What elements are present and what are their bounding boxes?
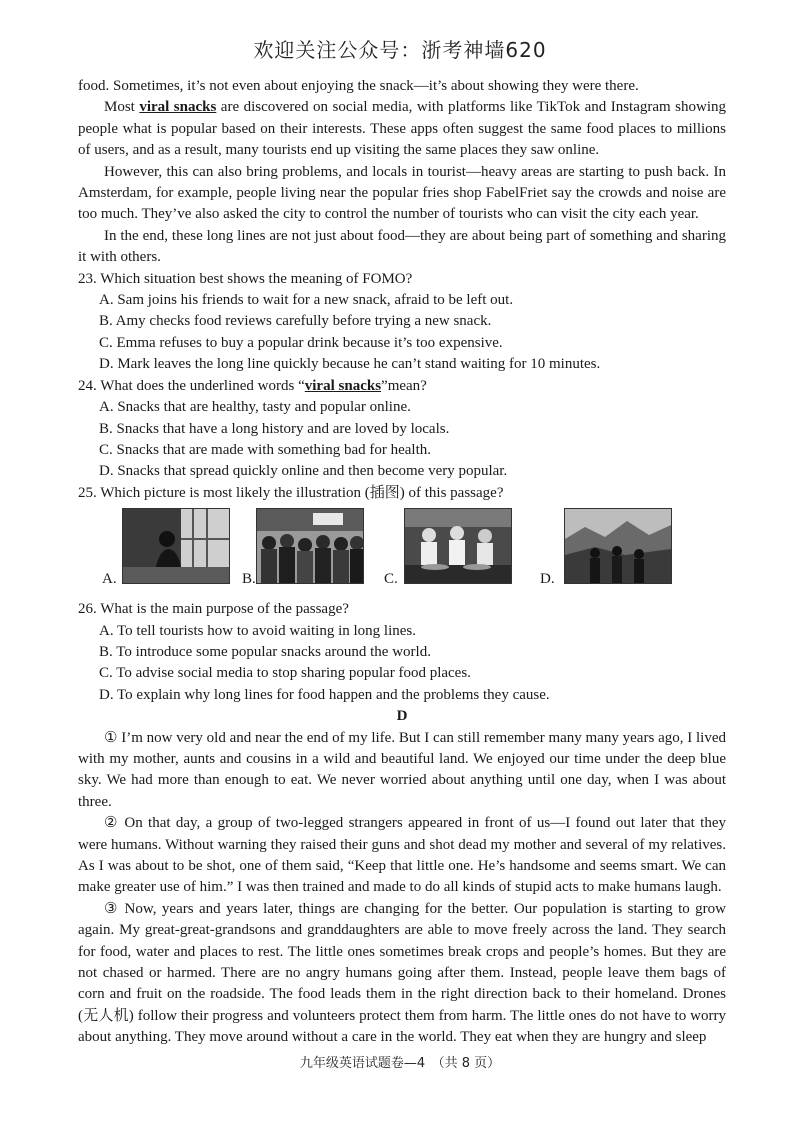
q26-option-a: A. To tell tourists how to avoid waiting in long lines. <box>99 622 416 639</box>
q23-option-c: C. Emma refuses to buy a popular drink because it’s too expensive. <box>99 334 503 351</box>
question-23: 23. Which situation best shows the meaning of FOMO? <box>78 270 413 287</box>
q24-option-d: D. Snacks that spread quickly online and then become very popular. <box>99 463 508 480</box>
text-run: 24. What does the underlined words “ <box>78 377 305 394</box>
q23-option-d: D. Mark leaves the long line quickly because he can’t stand waiting for 10 minutes. <box>99 356 601 373</box>
q26-option-b: B. To introduce some popular snacks around the world. <box>99 643 431 660</box>
picture-label-c: C. <box>384 571 398 588</box>
q24-option-b: B. Snacks that have a long history and are loved by locals. <box>99 420 450 437</box>
picture-b-crowd-line <box>256 508 364 584</box>
passage-c-paragraph: However, this can also bring problems, and locals in tourist—heavy areas are starting to push back. In Amsterdam, for example, people living near the popular fries shop FabelFriet say the crowds and noise are too much. They’ve also asked the city to control the number of tourists who can visit the city each year. <box>78 163 726 223</box>
picture-label-d: D. <box>540 571 555 588</box>
section-d-title: D <box>396 708 408 725</box>
passage-c-paragraph: In the end, these long lines are not just about food—they are about being part of something and sharing it with others. <box>78 227 726 266</box>
picture-label-a: A. <box>102 571 117 588</box>
page-footer: 九年级英语试题卷—4 （共 8 页） <box>299 1056 501 1071</box>
picture-c-kitchen <box>404 508 512 584</box>
picture-options <box>78 508 726 596</box>
text-run: are discovered on social media, with platforms like TikTok and Instagram showing people what is popular based on their interests. These apps often suggest the same food places to millions of users, and as a result, many tourists end up visiting the same places they saw online. <box>78 99 727 159</box>
picture-a-cafe-window <box>122 508 230 584</box>
q26-option-c: C. To advise social media to stop sharing popular food places. <box>99 665 471 682</box>
q24-option-a: A. Snacks that are healthy, tasty and popular online. <box>99 399 411 416</box>
q23-option-b: B. Amy checks food reviews carefully before trying a new snack. <box>99 313 492 330</box>
q24-option-c: C. Snacks that are made with something bad for health. <box>99 441 431 458</box>
passage-c-paragraph: food. Sometimes, it’s not even about enjoying the snack—it’s about showing they were there. <box>78 78 639 94</box>
passage-d-paragraph-2: ② On that day, a group of two-legged strangers appeared in front of us—I found out later that they were humans. Without warning they raised their guns and shot dead my mother and several of my relatives. As I was about to be shot, one of them said, “Keep that little one. He’s handsome and seems smart. We can make greater use of him.” I was then trained and made to do all kinds of stupid acts to make humans laugh. <box>78 815 726 896</box>
q23-option-a: A. Sam joins his friends to wait for a new snack, afraid to be left out. <box>99 292 514 309</box>
picture-label-b: B. <box>242 571 256 588</box>
question-24 <box>78 376 726 397</box>
q26-option-d: D. To explain why long lines for food happen and the problems they cause. <box>99 686 550 703</box>
underlined-term: viral snacks <box>304 377 382 394</box>
text-run: Most <box>104 99 140 116</box>
picture-d-landscape-people <box>564 508 672 584</box>
question-26: 26. What is the main purpose of the passage? <box>78 601 349 618</box>
passage-d-paragraph-3: ③ Now, years and years later, things are changing for the better. Our population is starting to grow again. My great-great-grandsons and granddaughters are able to move freely across the land. They search for food, water and places to rest. The little ones sometimes break crops and people’s homes. But they are not chased or harmed. There are no angry humans going after them. Instead, people leave them bags of corn and fruit on the roadside. The food leads them in the right direction back to their homeland. Drones (无人机) follow their progress and volunteers protect them from harm. The little ones do not have to worry about anything. They move around without a care in the world. They eat when they are hungry and sleep <box>78 900 726 1046</box>
passage-d-paragraph-1: ① I’m now very old and near the end of my life. But I can still remember many many years ago, I lived with my mother, aunts and cousins in a wild and beautiful land. We enjoyed our time under the deep blue sky. We had more than enough to eat. We never worried about anything until one day, when I was about three. <box>78 729 726 810</box>
question-25: 25. Which picture is most likely the illustration (插图) of this passage? <box>78 484 504 501</box>
page-header: 欢迎关注公众号：浙考神墙620 <box>253 38 547 62</box>
text-run: ”mean? <box>381 377 427 394</box>
passage-c-paragraph <box>78 97 726 161</box>
page-content <box>78 76 726 1049</box>
underlined-term: viral snacks <box>139 99 217 116</box>
